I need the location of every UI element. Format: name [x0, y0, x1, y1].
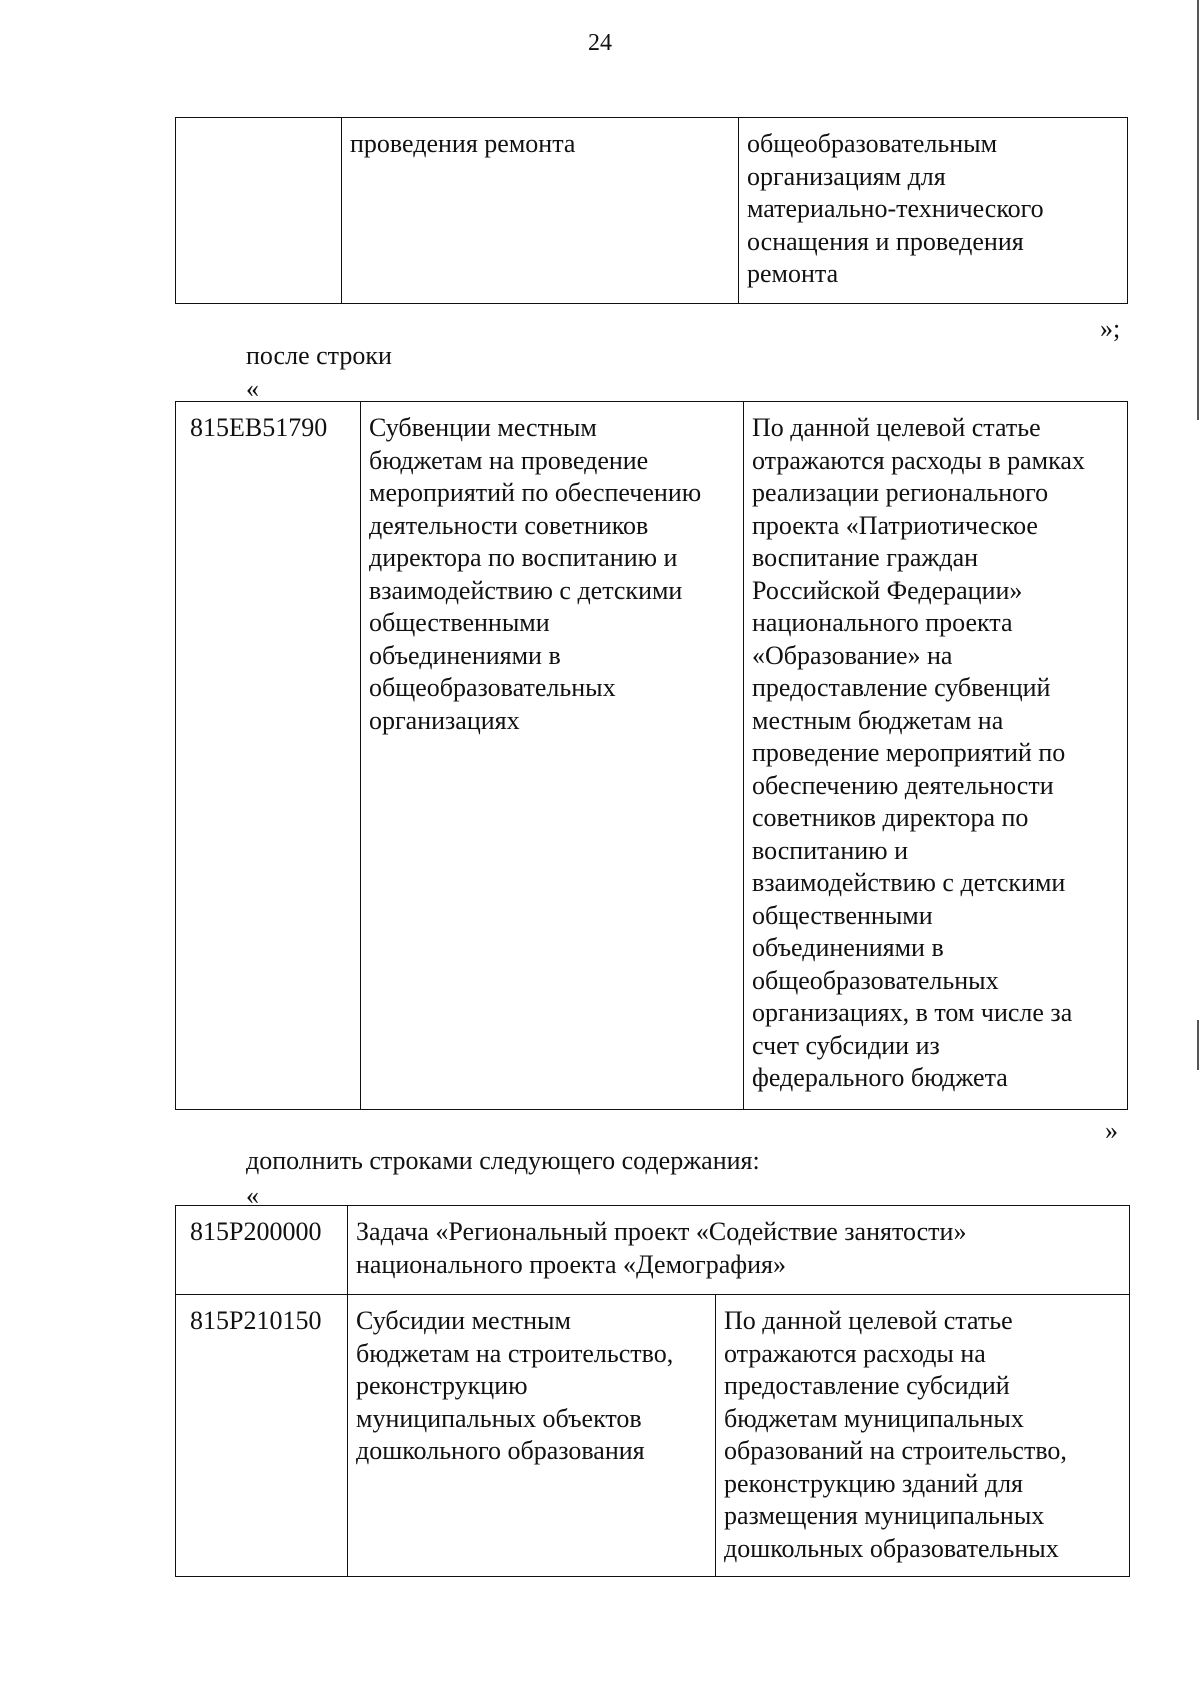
table-row: [176, 1206, 1130, 1295]
opening-quote: «: [246, 374, 259, 403]
code-cell: 815P210150: [176, 1295, 348, 1577]
name-cell: Субсидии местным бюджетам на строительство, реконструкцию муниципальных объектов дошкольного образования: [348, 1295, 716, 1577]
description-cell: общеобразовательным организациям для материально-технического оснащения и проведения ремонта: [739, 118, 1128, 304]
continuation-table: [175, 117, 1128, 304]
name-cell: проведения ремонта: [342, 118, 739, 304]
name-cell: Задача «Региональный проект «Содействие занятости» национального проекта «Демография»: [348, 1206, 1130, 1295]
opening-quote: «: [246, 1181, 259, 1210]
scan-edge-line: [1197, 0, 1199, 420]
description-cell: По данной целевой статье отражаются расходы в рамках реализации регионального проекта «Патриотическое воспитание граждан Российской Федерации» национального проекта «Образование» на предоставление субвенций местным бюджетам на проведение мероприятий по обеспечению деятельности советников директора по воспитанию и взаимодействию с детскими общественными объединениями в общеобразовательных организациях, в том числе за счет субсидии из федерального бюджета: [744, 402, 1128, 1110]
code-cell: 815EB51790: [176, 402, 361, 1110]
code-cell: 815P200000: [176, 1206, 348, 1295]
description-cell: По данной целевой статье отражаются расходы на предоставление субсидий бюджетам муниципальных образований на строительство, реконструкцию зданий для размещения муниципальных дошкольных образовательных: [716, 1295, 1130, 1577]
name-cell: Субвенции местным бюджетам на проведение мероприятий по обеспечению деятельности советников директора по воспитанию и взаимодействию с детскими общественными объединениями в общеобразовательных организациях: [361, 402, 744, 1110]
new-rows-table: [175, 1205, 1130, 1577]
table-row: [176, 402, 1128, 1110]
table-row: [176, 1295, 1130, 1577]
closing-quote: »: [1105, 1116, 1118, 1145]
closing-quote: »;: [1100, 314, 1121, 343]
code-cell: [176, 118, 342, 304]
scan-edge-line: [1197, 1020, 1199, 1070]
page-number: 24: [588, 30, 612, 56]
table-row: [176, 118, 1128, 304]
supplement-label: дополнить строками следующего содержания:: [246, 1146, 760, 1175]
after-row-label: после строки: [246, 341, 392, 370]
reference-row-table: [175, 401, 1128, 1110]
